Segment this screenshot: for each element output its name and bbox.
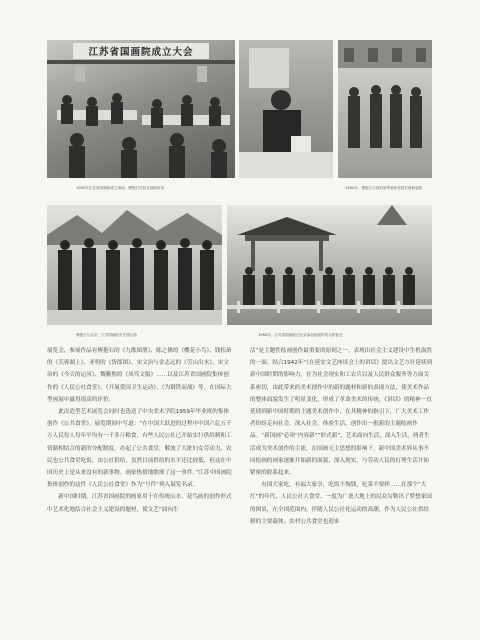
photo-pavilion-group: [227, 205, 432, 325]
text-column-left: [47, 345, 232, 516]
group-standing-graphic: [338, 40, 432, 178]
meeting-scene-graphic: [47, 40, 235, 178]
photo-group-standing: [338, 40, 432, 178]
text-column-right: [250, 345, 434, 528]
speaker-graphic: [239, 40, 333, 178]
paragraph: 新中国时期，江苏省国画院的画家用于在传统山水、花鸟画的创作形式中艺术化地结合社会主义建设的题材，使文艺“面向生: [47, 494, 232, 513]
meeting-banner: 江苏省国画院成立大会: [73, 43, 208, 60]
photo-speaker: [239, 40, 333, 178]
photo-meeting: [47, 40, 235, 178]
caption-pavilion-group: 1960年，江苏省国画院在北京参加画展时的合影留念: [258, 333, 343, 337]
winter-group-graphic: [47, 205, 222, 325]
paragraph: 活”是主题性绘画创作最重要的原则之一，表现出社会主义建设中生机盎然的一面。结合1942年“《在延安文艺座谈会上的讲话》提出文艺方针延续到新中国时期的影响力。在为社会现实和工农兵以及人民群众服务等方面关系密切，由此带来的美术创作中的新的题材和新的表现方法，使美术作品的整体面貌发生了明显变化，形成了革命美术的传统。《讲话》的精神一直延续到新中国时期的主题美术创作中，在其精神的指引下，广大美术工作者纷纷走向社会，深入社会，体验生活，创作出一批新的主题绘画作品。“新国画”必须“内容新”“形式新”，艺术面向生活，深入生活，两者生活成为美术创作的主流，在国画无主思想的影响下，新中国美术界从事不同绘画的画家逐渐开始新的面貌，深入现实，与劳动人民的打理生活开始紧密的联系起来。: [250, 348, 433, 477]
paragraph: 此次造型艺术展览会同时也选送了中央美术学院1959年毕业班的集体创作《公共食堂》，展览期间中写道：“在中国大跃进的过程中中国六亿五千万人民每人每年平均有一千多斤粮食，有些人民公社已开始实行供给制和工资制相结合的新的分配制度，办起了公共食堂，解放了大批妇女劳动力，农民也公共食堂吃饭，由公社供给，虽然目前供给的水平还比较低，但这在中国历史上是从来没有的新事物。画家热情地歌颂了这一事件。”江苏中国画院集体创作的这件《人民公社食堂》作为“号件”列入展览名录。: [47, 409, 232, 489]
photo-winter-group: [47, 205, 222, 325]
caption-winter-group: 傅抱石与北京、江苏国画院写生团合影: [76, 333, 138, 337]
caption-group-standing: 1960年，傅抱石与钱松喦等画家在院长就职留影: [345, 186, 423, 190]
paragraph: 展览会，参展作品有傅抱石的《九歌图册》、陈之佛的《樱花小鸟》、钱松喦的《芙蓉湖上》、亚明的《货郎图》、宋文治与金志远的《劳山出水》、宋文治的《今天的运河》、魏紫熙的《凤笃文船》……以及江苏省国画院集体创作的《人民公社食堂》、《开展爱国卫生运动》、《为钢铁而战》等，在国际大型画展中赢得很高的评价。: [47, 348, 232, 403]
pavilion-group-graphic: [227, 205, 432, 325]
caption-meeting: 1960年江苏省国画院成立现场，傅抱石在院长就职讲话: [76, 186, 165, 190]
paragraph: 有国大家吃，有福大家享，吃饭不掏钱，吃菜不要样……在那个“大红”的年代，人民公社大食堂、一度为广袤大地上的民众勾勒出了梦想家园的图景，在全国范围内，伴随人民公社化运动的高潮，作为人民公社供给制的主要载体，农村公共食堂也迎来: [250, 482, 432, 525]
